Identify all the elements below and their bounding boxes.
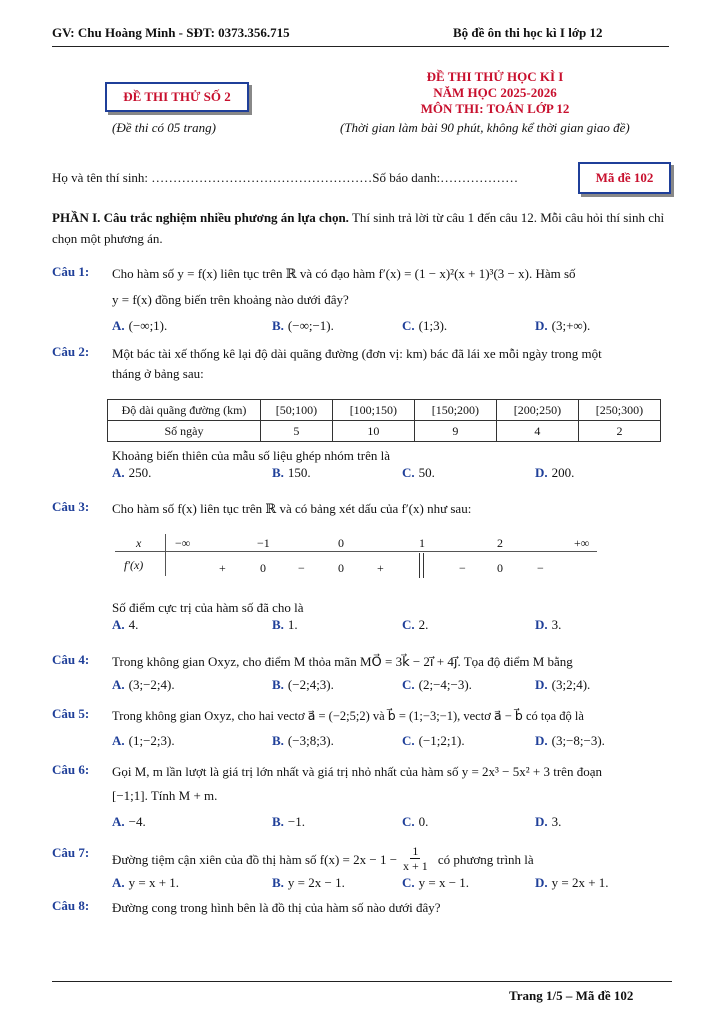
question-5-text: Trong không gian Oxyz, cho hai vectơ a⃗ = (−2;5;2) và b⃗ = (1;−3;−1), vectơ a⃗ − b⃗ có tọa độ là — [112, 709, 584, 723]
sign-table-vline — [165, 534, 166, 576]
title-block — [330, 69, 660, 117]
q3-option-a[interactable]: A. 4. — [112, 617, 139, 632]
sign-value: 0 — [338, 561, 344, 575]
question-7-label: Câu 7: — [52, 845, 90, 860]
question-6-label: Câu 6: — [52, 762, 90, 777]
sign-value: 0 — [260, 561, 266, 575]
question-5-label: Câu 5: — [52, 706, 90, 721]
x-value: 2 — [497, 536, 503, 550]
question-4-text: Trong không gian Oxyz, cho điểm M thỏa mãn MO⃗ = 3k⃗ − 2i⃗ + 4j⃗. Tọa độ điểm M bằng — [112, 654, 573, 669]
frequency-table — [107, 399, 661, 442]
q6-option-d[interactable]: D. 3. — [535, 814, 562, 829]
q5-option-d[interactable]: D. (3;−8;−3). — [535, 733, 605, 748]
question-2-text: Một bác tài xế thống kê lại độ dài quãng đường (đơn vị: km) bác đã lái xe mỗi ngày trong một — [112, 346, 602, 361]
undefined-bar-left — [419, 553, 420, 578]
question-8-text: Đường cong trong hình bên là đồ thị của hàm số nào dưới đây? — [112, 900, 441, 915]
question-6-text-2: [−1;1]. Tính M + m. — [112, 788, 218, 803]
sign-value: + — [377, 561, 384, 575]
table-cell: 9 — [414, 421, 496, 442]
table-cell: [150;200) — [414, 400, 496, 421]
q1-option-a[interactable]: A. (−∞;1). — [112, 318, 168, 333]
q2-option-c[interactable]: C. 50. — [402, 465, 435, 480]
q1-option-d[interactable]: D. (3;+∞). — [535, 318, 591, 333]
question-3-text: Cho hàm số f(x) liên tục trên ℝ và có bảng xét dấu của f′(x) như sau: — [112, 501, 472, 516]
x-value: 0 — [338, 536, 344, 550]
sign-value: − — [459, 561, 466, 575]
title-line1: ĐỀ THI THỬ HỌC KÌ I — [426, 69, 564, 84]
header-left: GV: Chu Hoàng Minh - SĐT: 0373.356.715 — [52, 25, 290, 40]
fraction — [401, 844, 430, 873]
q4-option-a[interactable]: A. (3;−2;4). — [112, 677, 175, 692]
exam-badge-label: ĐỀ THI THỬ SỐ 2 — [123, 89, 231, 104]
undefined-bar-right — [423, 553, 424, 578]
question-7-text-pre: Đường tiệm cận xiên của đồ thị hàm số f(x) = 2x − 1 − — [112, 851, 398, 867]
header-divider — [52, 46, 669, 47]
table-row — [108, 421, 661, 442]
time-note: (Thời gian làm bài 90 phút, không kể thời gian giao đề) — [340, 120, 630, 135]
q7-option-d[interactable]: D. y = 2x + 1. — [535, 875, 609, 890]
q4-option-d[interactable]: D. (3;2;4). — [535, 677, 591, 692]
x-value: −1 — [257, 536, 270, 550]
table-cell: [200;250) — [496, 400, 578, 421]
question-3-label: Câu 3: — [52, 499, 90, 514]
q2-option-a[interactable]: A. 250. — [112, 465, 152, 480]
question-7-text-post: có phương trình là — [437, 851, 534, 867]
student-info: Họ và tên thí sinh: ……………………………………………Số báo danh:……………… — [52, 170, 519, 185]
table-cell: 4 — [496, 421, 578, 442]
table-cell: [50;100) — [261, 400, 333, 421]
q1-option-b[interactable]: B. (−∞;−1). — [272, 318, 334, 333]
sign-value: − — [298, 561, 305, 575]
table-cell: 5 — [261, 421, 333, 442]
pages-note: (Đề thi có 05 trang) — [112, 120, 216, 135]
q7-option-c[interactable]: C. y = x − 1. — [402, 875, 470, 890]
x-value: −∞ — [175, 536, 191, 550]
fraction-denominator: x + 1 — [403, 859, 428, 873]
question-6-text: Gọi M, m lần lượt là giá trị lớn nhất và giá trị nhỏ nhất của hàm số y = 2x³ − 5x² + 3 trên đoạn — [112, 764, 602, 779]
sign-table-hline — [115, 551, 597, 552]
q3-option-b[interactable]: B. 1. — [272, 617, 298, 632]
sign-value: − — [537, 561, 544, 575]
part1-intro — [52, 207, 672, 249]
x-value: 1 — [419, 536, 425, 550]
question-1-text-2: y = f(x) đồng biến trên khoảng nào dưới đây? — [112, 292, 349, 307]
q4-option-b[interactable]: B. (−2;4;3). — [272, 677, 334, 692]
table-row-label: Số ngày — [108, 421, 261, 442]
q6-option-b[interactable]: B. −1. — [272, 814, 306, 829]
sign-value: 0 — [497, 561, 503, 575]
q7-option-b[interactable]: B. y = 2x − 1. — [272, 875, 345, 890]
page-footer: Trang 1/5 – Mã đề 102 — [509, 988, 634, 1003]
q6-option-c[interactable]: C. 0. — [402, 814, 429, 829]
x-value: +∞ — [574, 536, 590, 550]
q2-option-d[interactable]: D. 200. — [535, 465, 575, 480]
table-cell: [250;300) — [578, 400, 660, 421]
table-row-label: Độ dài quãng đường (km) — [108, 400, 261, 421]
sign-value: + — [219, 561, 226, 575]
part1-instruction: Thí sinh trả lời từ câu 1 đến câu 12. Mỗi câu hỏi thí sinh chỉ chọn một phương án. — [52, 210, 665, 246]
exam-code: Mã đề 102 — [595, 170, 654, 185]
sign-table-fx-label: f′(x) — [124, 558, 144, 572]
exam-code-box — [578, 162, 671, 194]
question-1-label: Câu 1: — [52, 264, 90, 279]
table-cell: [100;150) — [332, 400, 414, 421]
q6-option-a[interactable]: A. −4. — [112, 814, 146, 829]
question-7-text — [112, 845, 534, 874]
q2-option-b[interactable]: B. 150. — [272, 465, 311, 480]
title-line2: NĂM HỌC 2025-2026 — [433, 85, 557, 100]
header-right: Bộ đề ôn thi học kì I lớp 12 — [453, 25, 603, 40]
question-3-ask: Số điểm cực trị của hàm số đã cho là — [112, 600, 304, 615]
fraction-numerator: 1 — [412, 844, 419, 858]
table-row — [108, 400, 661, 421]
q3-option-d[interactable]: D. 3. — [535, 617, 562, 632]
q5-option-a[interactable]: A. (1;−2;3). — [112, 733, 175, 748]
part1-heading: PHẦN I. Câu trắc nghiệm nhiều phương án lựa chọn. — [52, 210, 349, 225]
question-2-label: Câu 2: — [52, 344, 90, 359]
table-cell: 10 — [332, 421, 414, 442]
footer-divider — [52, 981, 672, 982]
exam-badge — [105, 82, 249, 112]
question-2-text-2: tháng ở bảng sau: — [112, 366, 204, 381]
question-8-label: Câu 8: — [52, 898, 90, 913]
question-4-label: Câu 4: — [52, 652, 90, 667]
sign-table-x-label: x — [136, 536, 142, 550]
q5-option-c[interactable]: C. (−1;2;1). — [402, 733, 465, 748]
q1-option-c[interactable]: C. (1;3). — [402, 318, 448, 333]
question-2-ask: Khoảng biến thiên của mẫu số liệu ghép nhóm trên là — [112, 448, 390, 463]
q3-option-c[interactable]: C. 2. — [402, 617, 429, 632]
q7-option-a[interactable]: A. y = x + 1. — [112, 875, 180, 890]
table-cell: 2 — [578, 421, 660, 442]
question-1-text: Cho hàm số y = f(x) liên tục trên ℝ và có đạo hàm f′(x) = (1 − x)²(x + 1)³(3 − x). Hàm số — [112, 266, 576, 281]
q4-option-c[interactable]: C. (2;−4;−3). — [402, 677, 472, 692]
title-line3: MÔN THI: TOÁN LỚP 12 — [420, 101, 570, 116]
q5-option-b[interactable]: B. (−3;8;3). — [272, 733, 334, 748]
